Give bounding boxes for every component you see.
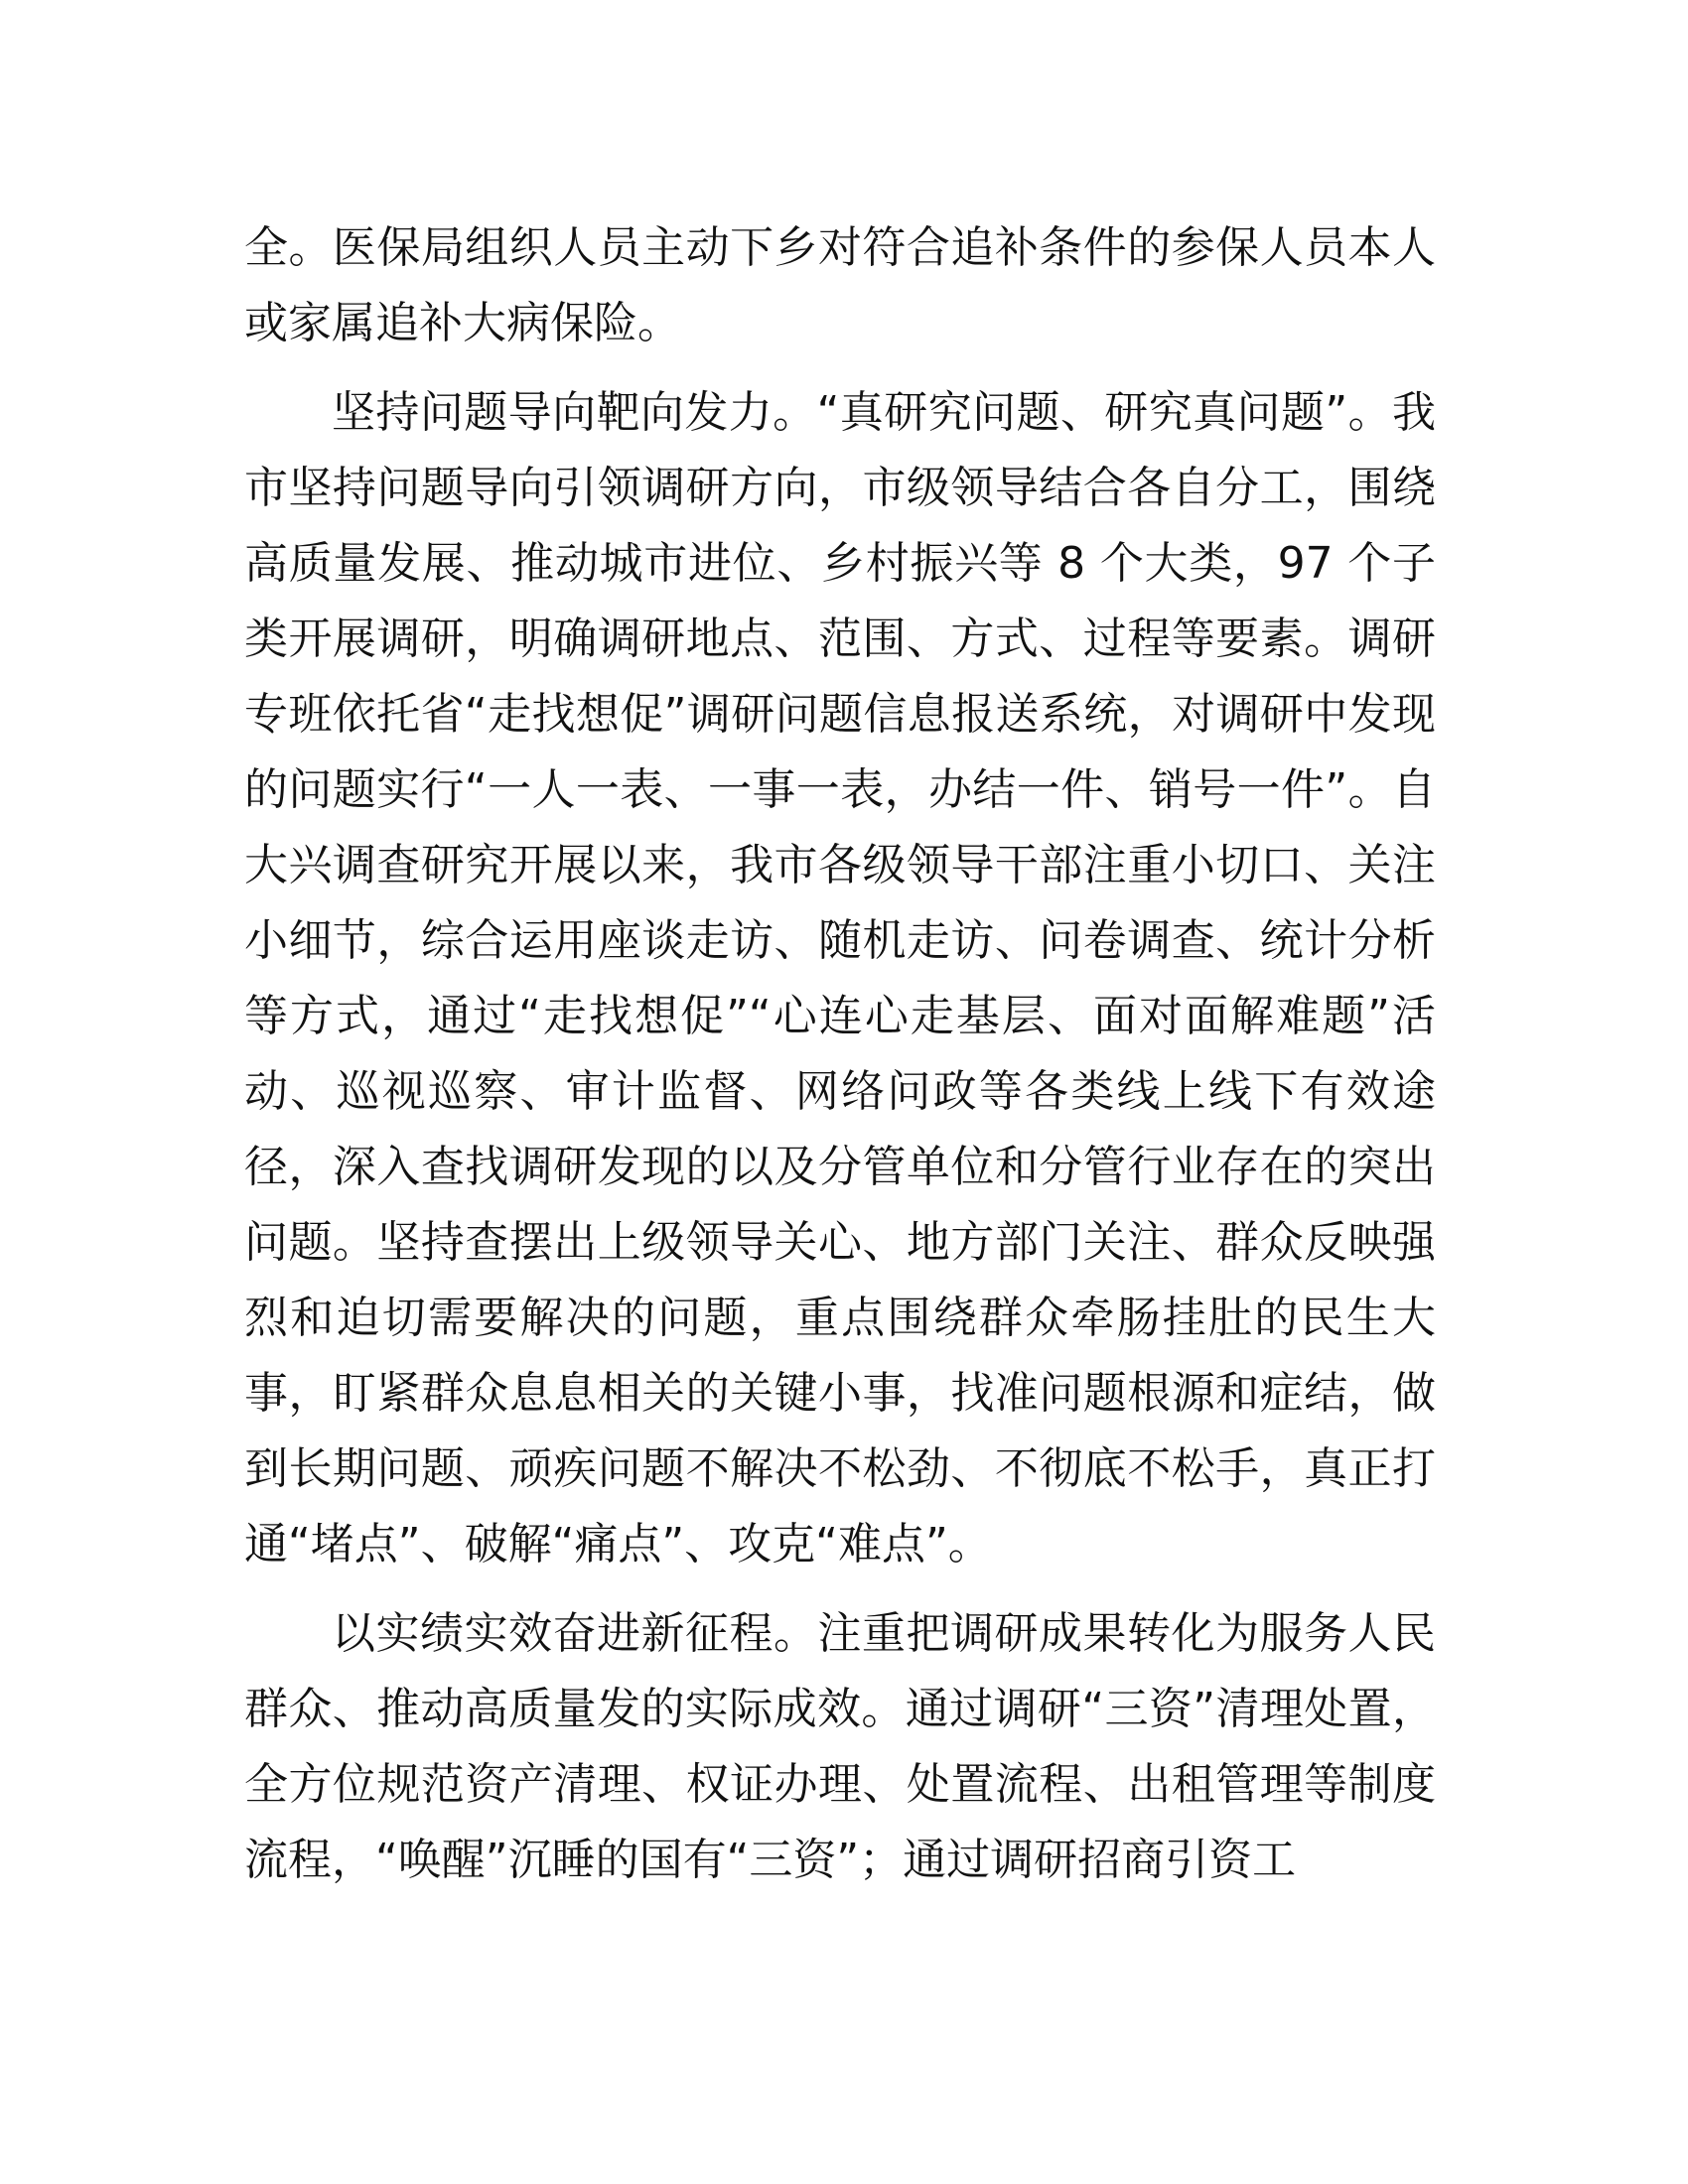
body-text — [244, 210, 1436, 1898]
paragraph-1: 全。医保局组织人员主动下乡对符合追补条件的参保人员本人或家属追补大病保险。 — [244, 222, 1436, 348]
paragraph-3: 以实绩实效奋进新征程。注重把调研成果转化为服务人民群众、推动高质量发的实际成效。通过调研“三资”清理处置，全方位规范资产清理、权证办理、处置流程、出租管理等制度流程，“唤醒”沉睡的国有“三资”；通过调研招商引资工 — [244, 1608, 1436, 1885]
paragraph-2: 坚持问题导向靶向发力。“真研究问题、研究真问题”。我市坚持问题导向引领调研方向，市级领导结合各自分工，围绕高质量发展、推动城市进位、乡村振兴等 8 个大类，97 个子类开展调研，明确调研地点、范围、方式、过程等要素。调研专班依托省“走找想促”调研问题信息报送系统，对调研中发现的问题实行“一人一表、一事一表，办结一件、销号一件”。自大兴调查研究开展以来，我市各级领导干部注重小切口、关注小细节，综合运用座谈走访、随机走访、问卷调查、统计分析等方式，通过“走找想促”“心连心走基层、面对面解难题”活动、巡视巡察、审计监督、网络问政等各类线上线下有效途径，深入查找调研发现的以及分管单位和分管行业存在的突出问题。坚持查摆出上级领导关心、地方部门关注、群众反映强烈和迫切需要解决的问题，重点围绕群众牵肠挂肚的民生大事，盯紧群众息息相关的关键小事，找准问题根源和症结，做到长期问题、顽疾问题不解决不松劲、不彻底不松手，真正打通“堵点”、破解“痛点”、攻克“难点”。 — [244, 387, 1436, 1570]
